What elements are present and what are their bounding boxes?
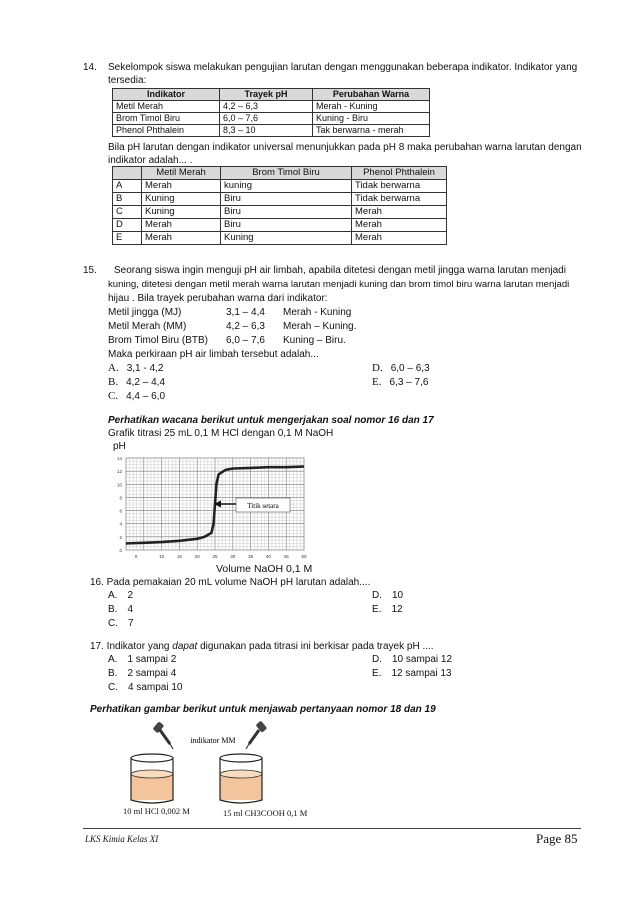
q17-pre: 17. Indikator yang	[90, 641, 173, 652]
table1-header: Indikator	[113, 89, 220, 101]
chart-y-tick-label: 8	[119, 495, 122, 501]
table-cell: E	[113, 232, 142, 245]
annotation-label: Titik setara	[247, 502, 279, 510]
option-letter: E.	[372, 604, 382, 615]
option-text: 1 sampai 2	[127, 654, 177, 665]
beaker1-label: 10 ml HCl 0,002 M	[123, 806, 190, 816]
answer-table	[112, 166, 447, 245]
option-b[interactable]	[108, 667, 176, 680]
table-cell: A	[113, 180, 142, 193]
q15-line3: hijau . Bila trayek perubahan warna dari indikator:	[108, 293, 328, 304]
table-cell: Merah	[352, 219, 447, 232]
table-cell: Kuning	[221, 232, 352, 245]
option-text: 4,2 – 4,4	[126, 377, 166, 388]
footer-title: LKS Kimia Kelas XI	[85, 834, 159, 844]
option-letter: E.	[372, 376, 382, 388]
chart-y-tick-label: 10	[116, 482, 122, 488]
option-letter: A.	[108, 654, 118, 665]
indicator-table	[112, 88, 430, 137]
chart-ylabel: pH	[113, 441, 126, 452]
table-cell: Metil Merah	[113, 101, 220, 113]
table-cell: Merah - Kuning	[313, 101, 430, 113]
q14-question-line2: indikator adalah... .	[108, 155, 193, 166]
table2-header	[113, 167, 142, 180]
table-row	[113, 193, 447, 206]
table-cell: Merah	[352, 232, 447, 245]
table-row	[113, 125, 430, 137]
dropper-icon	[246, 721, 267, 749]
indicator-name: Metil Merah (MM)	[108, 321, 187, 332]
option-a[interactable]	[108, 362, 163, 375]
option-text: 10 sampai 12	[392, 654, 453, 665]
chart-y-tick-label: 12	[116, 469, 122, 475]
option-letter: C.	[108, 682, 118, 693]
chart-x-tick-label: 40	[265, 554, 271, 559]
dropper-icon	[152, 721, 173, 749]
table-cell: Kuning - Biru	[313, 113, 430, 125]
chart-x-ticks	[135, 554, 307, 559]
option-letter: B.	[108, 668, 118, 679]
q17-emphasis: dapat	[172, 641, 198, 652]
indicator-range: 6,0 – 7,6	[226, 335, 265, 346]
option-text: 10	[392, 590, 404, 601]
indicator-label: indikator MM	[190, 736, 236, 745]
q17-post: digunakan pada titrasi ini berkisar pada trayek pH ....	[197, 641, 434, 652]
table-cell: Phenol Phthalein	[113, 125, 220, 137]
chart-xlabel: Volume NaOH 0,1 M	[216, 563, 313, 575]
indicator-name: Metil jingga (MJ)	[108, 307, 182, 318]
beaker-icon	[131, 754, 173, 803]
table-cell: 6,0 – 7,6	[220, 113, 313, 125]
chart-caption: Grafik titrasi 25 mL 0,1 M HCl dengan 0,1 M NaOH	[108, 428, 334, 439]
q14-number: 14.	[83, 62, 97, 73]
chart-x-tick-label: 15	[176, 554, 182, 559]
beaker2-label: 15 ml CH3COOH 0,1 M	[223, 808, 308, 818]
q15-line1: Seorang siswa ingin menguji pH air limbah, apabila ditetesi dengan metil jingga warna larutan menjadi	[114, 265, 566, 276]
indicator-colors: Kuning – Biru.	[283, 335, 346, 346]
table-cell: kuning	[221, 180, 352, 193]
option-letter: B.	[108, 604, 118, 615]
q15-line2: kuning, ditetesi dengan metil merah warna larutan menjadi kuning dan brom timol biru warna larutan menjadi	[108, 279, 570, 290]
page-number: Page 85	[536, 831, 578, 846]
indicator-range: 4,2 – 6,3	[226, 321, 265, 332]
option-letter: A.	[108, 590, 118, 601]
option-letter: C.	[108, 390, 119, 402]
q15-ask: Maka perkiraan pH air limbah tersebut adalah...	[108, 349, 319, 360]
chart-y-tick-label: 4	[119, 521, 122, 527]
q14-question-line1: Bila pH larutan dengan indikator universal menunjukkan pada pH 8 maka perubahan warna larutan dengan	[108, 142, 582, 153]
option-text: 6,3 – 7,6	[389, 377, 429, 388]
q14-intro-line2: tersedia:	[108, 75, 147, 86]
table-cell: Merah	[142, 180, 221, 193]
table-cell: Merah	[142, 219, 221, 232]
option-text: 6,0 – 6,3	[390, 363, 430, 374]
table2-header: Phenol Phthalein	[352, 167, 447, 180]
option-letter: D.	[372, 654, 382, 665]
option-e[interactable]	[372, 603, 403, 616]
table-cell: Merah	[142, 232, 221, 245]
option-text: 12	[391, 604, 403, 615]
table-cell: Tidak berwarna	[352, 180, 447, 193]
table-cell: D	[113, 219, 142, 232]
table-row	[113, 232, 447, 245]
beaker-icon	[220, 754, 262, 803]
indicator-colors: Merah - Kuning	[283, 307, 352, 318]
passage18-heading: Perhatikan gambar berikut untuk menjawab pertanyaan nomor 18 dan 19	[90, 704, 436, 715]
table-row	[113, 180, 447, 193]
option-letter: D.	[372, 362, 383, 374]
table-cell: Merah	[352, 206, 447, 219]
table-row	[113, 219, 447, 232]
q16-question: 16. Pada pemakaian 20 mL volume NaOH pH larutan adalah....	[90, 577, 371, 588]
chart-x-tick-label: 20	[194, 554, 200, 559]
option-letter: D.	[372, 590, 382, 601]
chart-x-tick-label: 35	[248, 554, 254, 559]
chart-x-tick-label: 30	[230, 554, 236, 559]
chart-x-tick-label: 0	[134, 554, 138, 559]
option-letter: B.	[108, 376, 119, 388]
table-cell: 8,3 – 10	[220, 125, 313, 137]
q14-intro-line1: Sekelompok siswa melakukan pengujian larutan dengan menggunakan beberapa indikator. Indikator yang	[108, 62, 578, 73]
option-c[interactable]	[108, 681, 182, 694]
chart-y-tick-label: 0	[119, 548, 122, 553]
footer-divider	[83, 828, 581, 829]
chart-y-ticks	[117, 456, 123, 553]
option-a[interactable]	[108, 589, 133, 602]
table-row	[113, 113, 430, 125]
option-text: 3,1 - 4,2	[126, 363, 164, 374]
table1-header: Perubahan Warna	[313, 89, 430, 101]
table-cell: B	[113, 193, 142, 206]
option-e[interactable]	[372, 376, 428, 389]
chart-x-tick-label: 50	[301, 554, 307, 559]
table-cell: Tak berwarna - merah	[313, 125, 430, 137]
option-d[interactable]	[372, 589, 403, 602]
option-letter: A.	[108, 362, 119, 374]
option-text: 7	[128, 618, 134, 629]
option-b[interactable]	[108, 376, 165, 389]
titration-chart	[108, 450, 310, 562]
chart-y-tick-label: 6	[119, 508, 122, 514]
option-text: 12 sampai 13	[391, 668, 452, 679]
table-cell: Kuning	[142, 193, 221, 206]
option-c[interactable]	[108, 617, 134, 630]
chart-x-tick-label: 45	[283, 554, 289, 559]
option-text: 4,4 – 6,0	[126, 391, 166, 402]
option-a[interactable]	[108, 653, 176, 666]
option-d[interactable]	[372, 362, 430, 375]
chart-x-tick-label: 25	[212, 554, 218, 559]
chart-x-tick-label: 10	[159, 554, 165, 559]
table-cell: Kuning	[142, 206, 221, 219]
table2-header: Brom Timol Biru	[221, 167, 352, 180]
q17-question	[90, 640, 434, 653]
option-e[interactable]	[372, 667, 452, 680]
table-cell: C	[113, 206, 142, 219]
chart-y-tick-label: 2	[119, 534, 122, 540]
table-cell: Biru	[221, 206, 352, 219]
table-cell: Brom Timol Biru	[113, 113, 220, 125]
indicator-colors: Merah – Kuning.	[283, 321, 357, 332]
option-d[interactable]	[372, 653, 452, 666]
q15-number: 15.	[83, 265, 97, 276]
option-letter: E.	[372, 668, 382, 679]
option-text: 4 sampai 10	[128, 682, 183, 693]
table-cell: 4,2 – 6,3	[220, 101, 313, 113]
chart-y-tick-label: 14	[116, 456, 122, 461]
indicator-name: Brom Timol Biru (BTB)	[108, 335, 209, 346]
table-row	[113, 101, 430, 113]
option-text: 4	[127, 604, 134, 615]
indicator-range: 3,1 – 4,4	[226, 307, 265, 318]
option-text: 2 sampai 4	[127, 668, 177, 679]
table-cell: Tidak berwarna	[352, 193, 447, 206]
table1-header: Trayek pH	[220, 89, 313, 101]
passage16-heading: Perhatikan wacana berikut untuk mengerjakan soal nomor 16 dan 17	[108, 415, 434, 426]
option-text: 2	[127, 590, 134, 601]
table-row	[113, 206, 447, 219]
table2-header: Metil Merah	[142, 167, 221, 180]
table-cell: Biru	[221, 219, 352, 232]
option-letter: C.	[108, 618, 118, 629]
table-cell: Biru	[221, 193, 352, 206]
option-c[interactable]	[108, 390, 165, 403]
option-b[interactable]	[108, 603, 133, 616]
